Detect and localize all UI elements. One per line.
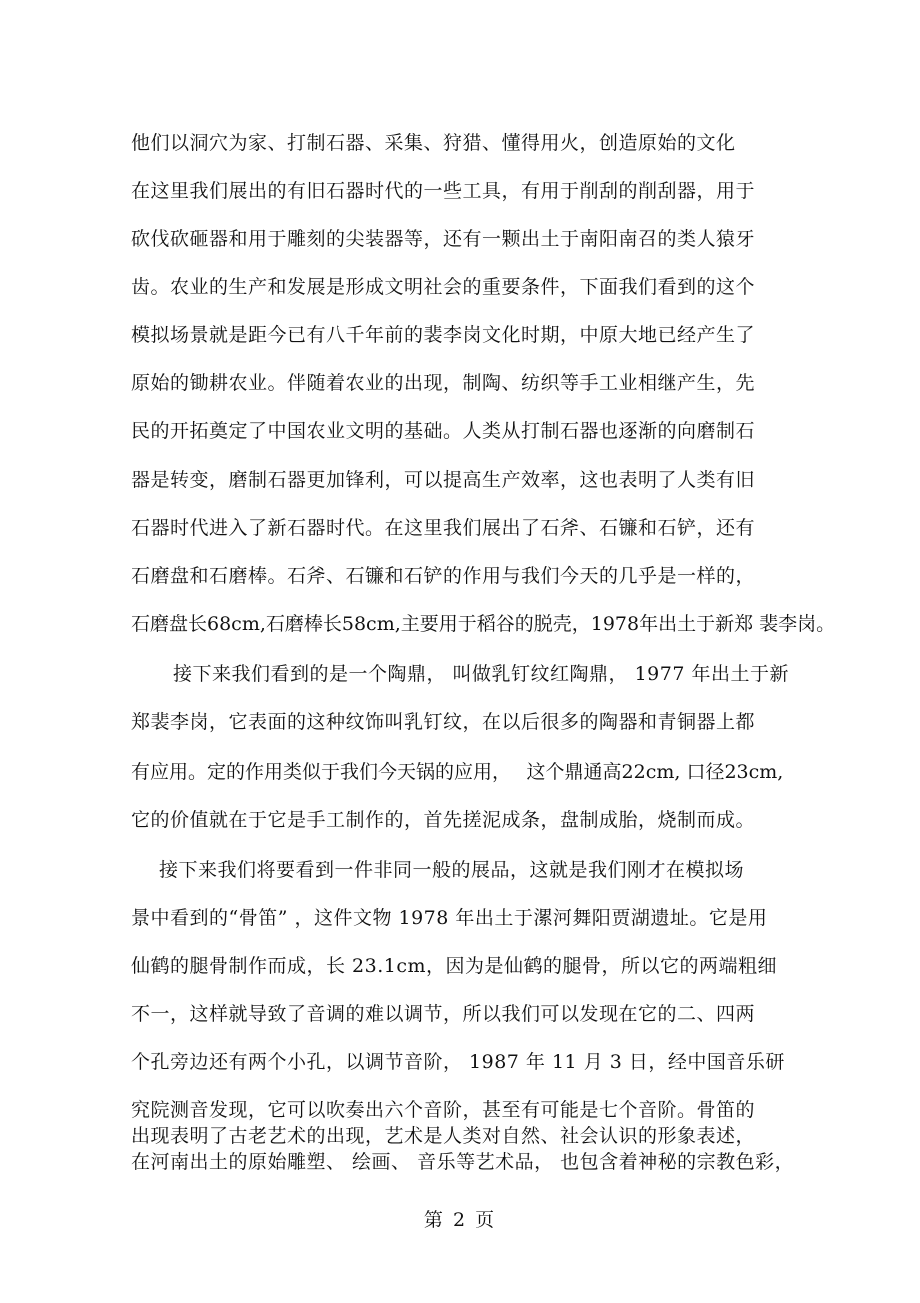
text-line: 在这里我们展出的有旧石器时代的一些工具，有用于削刮的削刮器，用于 xyxy=(131,180,756,202)
text-line: 究院测音发现，它可以吹奏出六个音阶，甚至有可能是七个音阶。骨笛的 xyxy=(131,1099,756,1121)
text-line: 景中看到的“骨笛” ，这件文物 1978 年出土于漯河舞阳贾湖遗址。它是用 xyxy=(131,907,768,929)
text-line: 石磨盘和石磨棒。石斧、石镰和石铲的作用与我们今天的几乎是一样的， xyxy=(131,565,756,587)
text-line: 郑裴李岗，它表面的这种纹饰叫乳钉纹，在以后很多的陶器和青铜器上都 xyxy=(131,711,756,733)
text-line: 接下来我们将要看到一件非同一般的展品，这就是我们刚才在模拟场 xyxy=(159,859,745,881)
text-line: 民的开拓奠定了中国农业文明的基础。人类从打制石器也逐渐的向磨制石 xyxy=(131,420,756,442)
text-line: 仙鹤的腿骨制作而成，长 23.1cm，因为是仙鹤的腿骨，所以它的两端粗细 xyxy=(131,955,778,977)
text-line: 不一，这样就导致了音调的难以调节，所以我们可以发现在它的二、四两 xyxy=(131,1003,756,1025)
text-line: 模拟场景就是距今已有八千年前的裴李岗文化时期，中原大地已经产生了 xyxy=(131,324,756,346)
page-number: 第 2 页 xyxy=(423,1209,497,1231)
text-line: 原始的锄耕农业。伴随着农业的出现，制陶、纺织等手工业相继产生，先 xyxy=(131,372,756,394)
text-line: 齿。农业的生产和发展是形成文明社会的重要条件，下面我们看到的这个 xyxy=(131,276,756,298)
text-line: 器是转变，磨制石器更加锋利，可以提高生产效率，这也表明了人类有旧 xyxy=(131,469,756,491)
text-line: 在河南出土的原始雕塑、 绘画、 音乐等艺术品， 也包含着神秘的宗教色彩， xyxy=(131,1151,795,1173)
text-line: 个孔旁边还有两个小孔，以调节音阶， 1987 年 11 月 3 日，经中国音乐研 xyxy=(131,1051,785,1073)
text-line: 他们以洞穴为家、打制石器、采集、狩猎、懂得用火，创造原始的文化 xyxy=(131,132,736,154)
text-line: 石磨盘长68cm,石磨棒长58cm,主要用于稻谷的脱壳，1978年出土于新郑 裴李岗。 xyxy=(131,613,836,635)
text-line: 有应用。定的作用类似于我们今天锅的应用， 这个鼎通高22cm, 口径23cm, xyxy=(131,761,784,783)
text-line: 砍伐砍砸器和用于雕刻的尖装器等，还有一颗出土于南阳南召的类人猿牙 xyxy=(131,228,756,250)
text-line: 出现表明了古老艺术的出现，艺术是人类对自然、社会认识的形象表述， xyxy=(131,1125,756,1147)
text-line: 它的价值就在于它是手工制作的，首先搓泥成条，盘制成胎，烧制而成。 xyxy=(131,809,756,831)
text-line: 石器时代进入了新石器时代。在这里我们展出了石斧、石镰和石铲，还有 xyxy=(131,517,756,539)
text-line: 接下来我们看到的是一个陶鼎， 叫做乳钉纹红陶鼎， 1977 年出土于新 xyxy=(173,663,789,685)
